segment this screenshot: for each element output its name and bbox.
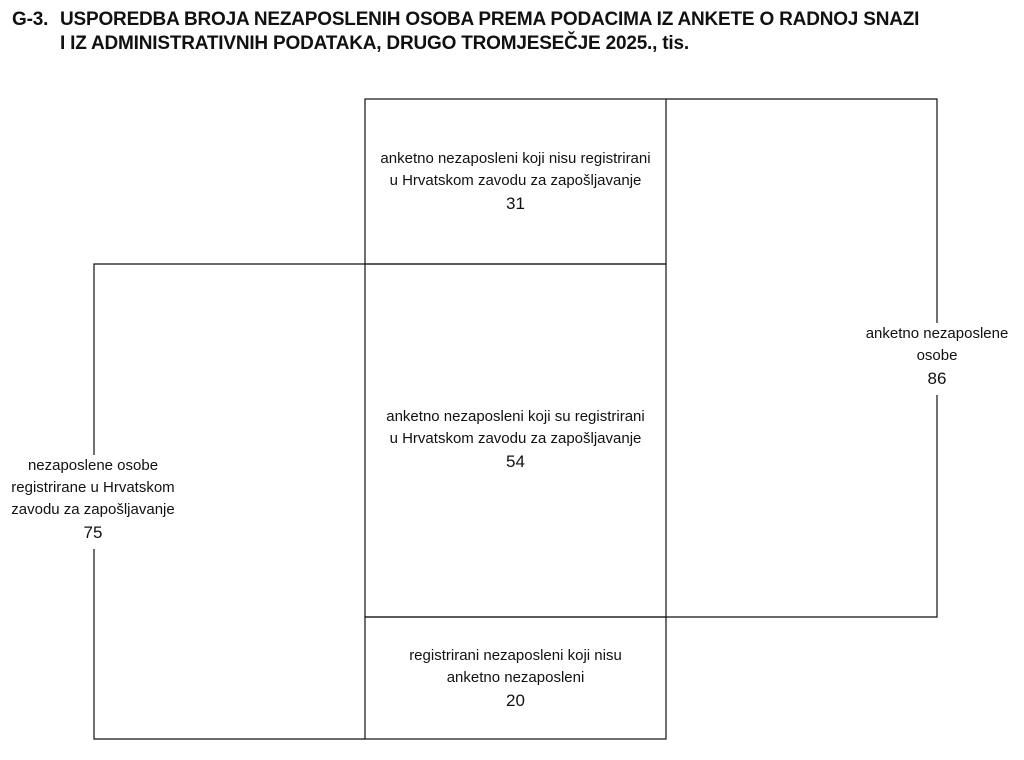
survey-total-text-1: anketno nezaposlene (865, 325, 1009, 342)
survey-not-registered-label (368, 148, 663, 216)
registered-total-text-3: zavodu za zapošljavanje (11, 501, 175, 518)
registered-total-value: 75 (83, 523, 103, 542)
chart-number: G-3. (12, 9, 49, 30)
survey-registered-value: 54 (506, 452, 525, 471)
registered-not-survey-text-2: anketno nezaposleni (446, 669, 585, 686)
chart-title-line2: I IZ ADMINISTRATIVNIH PODATAKA, DRUGO TROMJESEČJE 2025., tis. (60, 33, 689, 54)
registered-not-survey-label (368, 645, 663, 713)
survey-registered-label (368, 406, 663, 474)
survey-registered-text-1: anketno nezaposleni koji su registrirani (386, 408, 645, 425)
registered-not-survey-value: 20 (506, 691, 525, 710)
chart-title-line1: USPOREDBA BROJA NEZAPOSLENIH OSOBA PREMA PODACIMA IZ ANKETE O RADNOJ SNAZI (60, 9, 920, 30)
registered-total-text-2: registrirane u Hrvatskom (11, 479, 175, 496)
survey-total-label (858, 323, 1016, 395)
survey-total-value: 86 (927, 369, 947, 388)
registered-not-survey-text-1: registrirani nezaposleni koji nisu (409, 647, 622, 664)
survey-total-text-2: osobe (916, 347, 958, 364)
survey-registered-text-2: u Hrvatskom zavodu za zapošljavanje (389, 430, 642, 447)
registered-total-text-1: nezaposlene osobe (27, 457, 159, 474)
survey-not-registered-text-2: u Hrvatskom zavodu za zapošljavanje (389, 172, 642, 189)
registered-total-label (2, 455, 184, 549)
survey-not-registered-value: 31 (506, 194, 525, 213)
survey-not-registered-text-1: anketno nezaposleni koji nisu registrirani (380, 150, 651, 167)
